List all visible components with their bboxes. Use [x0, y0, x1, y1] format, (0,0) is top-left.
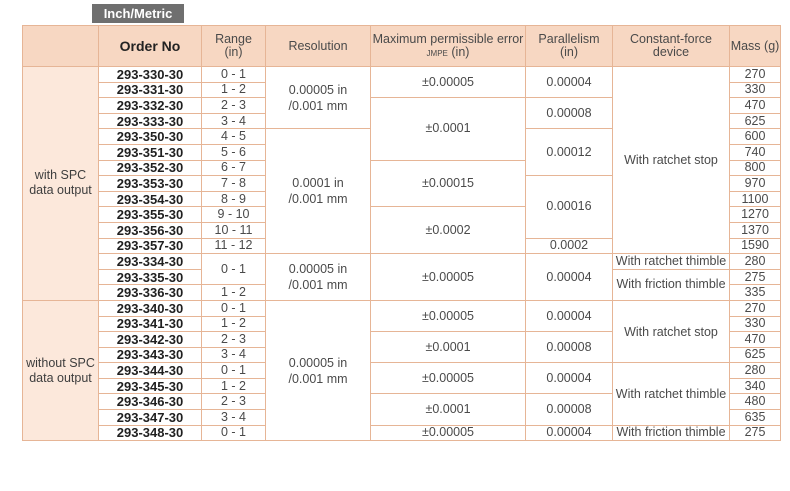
resolution-in: 0.00005 in — [288, 262, 348, 277]
header-parallelism-unit: (in) — [559, 45, 579, 59]
order-no-cell: 293-330-30 — [99, 67, 202, 83]
order-no-cell: 293-344-30 — [99, 363, 202, 379]
mass-cell: 275 — [730, 425, 781, 441]
mass-cell: 270 — [730, 300, 781, 316]
range-cell: 0 - 1 — [202, 300, 266, 316]
mass-cell: 635 — [730, 410, 781, 426]
order-no-cell: 293-336-30 — [99, 285, 202, 301]
max-error-cell: ±0.00015 — [371, 160, 526, 207]
mass-cell: 335 — [730, 285, 781, 301]
mass-cell: 600 — [730, 129, 781, 145]
mass-cell: 1270 — [730, 207, 781, 223]
mass-cell: 275 — [730, 269, 781, 285]
order-no-cell: 293-354-30 — [99, 191, 202, 207]
parallelism-cell: 0.00004 — [526, 363, 613, 394]
order-no-cell: 293-332-30 — [99, 98, 202, 114]
parallelism-cell: 0.0002 — [526, 238, 613, 254]
resolution-mm: /0.001 mm — [288, 371, 348, 386]
parallelism-cell: 0.00016 — [526, 176, 613, 238]
group-with-spc-line2: data output — [29, 183, 92, 198]
range-cell: 3 - 4 — [202, 113, 266, 129]
mass-cell: 625 — [730, 347, 781, 363]
resolution-in: 0.00005 in — [288, 82, 348, 97]
mass-cell: 280 — [730, 254, 781, 270]
header-constant-force-1: Constant-force — [630, 32, 712, 46]
range-cell: 2 - 3 — [202, 332, 266, 348]
table-row — [23, 425, 781, 441]
range-cell: 4 - 5 — [202, 129, 266, 145]
device-cell: With friction thimble — [613, 425, 730, 441]
range-cell: 9 - 10 — [202, 207, 266, 223]
max-error-cell: ±0.0001 — [371, 394, 526, 425]
resolution-cell — [266, 300, 371, 440]
order-no-cell: 293-353-30 — [99, 176, 202, 192]
range-cell: 0 - 1 — [202, 254, 266, 285]
max-error-cell: ±0.0001 — [371, 332, 526, 363]
device-cell: With ratchet thimble — [613, 254, 730, 270]
max-error-cell: ±0.00005 — [371, 300, 526, 331]
units-tab: Inch/Metric — [92, 4, 184, 23]
mass-cell: 480 — [730, 394, 781, 410]
max-error-cell: ±0.00005 — [371, 254, 526, 301]
header-order-no: Order No — [99, 26, 202, 67]
resolution-cell — [266, 67, 371, 129]
order-no-cell: 293-356-30 — [99, 222, 202, 238]
mass-cell: 470 — [730, 332, 781, 348]
range-cell: 5 - 6 — [202, 144, 266, 160]
header-mass: Mass (g) — [730, 26, 781, 67]
range-cell: 10 - 11 — [202, 222, 266, 238]
mass-cell: 1370 — [730, 222, 781, 238]
max-error-cell: ±0.00005 — [371, 67, 526, 98]
mass-cell: 970 — [730, 176, 781, 192]
max-error-cell: ±0.0001 — [371, 98, 526, 160]
parallelism-cell: 0.00012 — [526, 129, 613, 176]
table-row — [23, 300, 781, 316]
device-cell: With ratchet stop — [613, 300, 730, 362]
group-without-spc-line2: data output — [29, 370, 92, 385]
order-no-cell: 293-342-30 — [99, 332, 202, 348]
header-max-error-label: Maximum permissible error — [372, 31, 524, 46]
parallelism-cell: 0.00008 — [526, 394, 613, 425]
order-no-cell: 293-340-30 — [99, 300, 202, 316]
mass-cell: 330 — [730, 316, 781, 332]
range-cell: 1 - 2 — [202, 378, 266, 394]
mass-cell: 470 — [730, 98, 781, 114]
header-max-error-unit: (in) — [451, 44, 470, 59]
max-error-cell: ±0.00005 — [371, 425, 526, 441]
order-no-cell: 293-333-30 — [99, 113, 202, 129]
table-row — [23, 67, 781, 83]
mass-cell: 1100 — [730, 191, 781, 207]
resolution-mm: /0.001 mm — [288, 278, 348, 293]
order-no-cell: 293-351-30 — [99, 144, 202, 160]
device-cell: With ratchet stop — [613, 67, 730, 254]
device-cell: With friction thimble — [613, 269, 730, 300]
resolution-mm: /0.001 mm — [288, 98, 348, 113]
table-row — [23, 254, 781, 270]
header-parallelism — [526, 26, 613, 67]
order-no-cell: 293-331-30 — [99, 82, 202, 98]
order-no-cell: 293-357-30 — [99, 238, 202, 254]
order-no-cell: 293-343-30 — [99, 347, 202, 363]
group-header — [23, 26, 99, 67]
group-without-spc — [23, 300, 99, 440]
range-cell: 0 - 1 — [202, 67, 266, 83]
resolution-mm: /0.001 mm — [288, 192, 348, 207]
resolution-in: 0.00005 in — [288, 355, 348, 370]
header-row — [23, 26, 781, 67]
header-constant-force-2: device — [652, 45, 690, 59]
order-no-cell: 293-348-30 — [99, 425, 202, 441]
mass-cell: 270 — [730, 67, 781, 83]
mass-cell: 740 — [730, 144, 781, 160]
range-cell: 0 - 1 — [202, 363, 266, 379]
parallelism-cell: 0.00008 — [526, 98, 613, 129]
range-cell: 2 - 3 — [202, 394, 266, 410]
order-no-cell: 293-350-30 — [99, 129, 202, 145]
header-range — [202, 26, 266, 67]
mass-cell: 625 — [730, 113, 781, 129]
resolution-cell — [266, 254, 371, 301]
parallelism-cell: 0.00004 — [526, 425, 613, 441]
parallelism-cell: 0.00004 — [526, 300, 613, 331]
range-cell: 0 - 1 — [202, 425, 266, 441]
group-without-spc-line1: without SPC — [26, 355, 95, 370]
group-with-spc-line1: with SPC — [34, 168, 87, 183]
header-jmpe: JMPE — [426, 48, 448, 58]
specs-table — [22, 25, 781, 441]
max-error-cell: ±0.0002 — [371, 207, 526, 254]
header-range-label: Range — [215, 32, 252, 46]
range-cell: 1 - 2 — [202, 285, 266, 301]
order-no-cell: 293-346-30 — [99, 394, 202, 410]
header-max-error — [371, 26, 526, 67]
mass-cell: 330 — [730, 82, 781, 98]
max-error-cell: ±0.00005 — [371, 363, 526, 394]
order-no-cell: 293-335-30 — [99, 269, 202, 285]
order-no-cell: 293-355-30 — [99, 207, 202, 223]
mass-cell: 1590 — [730, 238, 781, 254]
resolution-cell — [266, 129, 371, 254]
mass-cell: 280 — [730, 363, 781, 379]
range-cell: 11 - 12 — [202, 238, 266, 254]
header-parallelism-label: Parallelism — [538, 32, 600, 46]
table-row — [23, 363, 781, 379]
range-cell: 7 - 8 — [202, 176, 266, 192]
range-cell: 2 - 3 — [202, 98, 266, 114]
header-range-unit: (in) — [224, 45, 243, 59]
order-no-cell: 293-347-30 — [99, 410, 202, 426]
range-cell: 6 - 7 — [202, 160, 266, 176]
parallelism-cell: 0.00004 — [526, 67, 613, 98]
header-constant-force — [613, 26, 730, 67]
parallelism-cell: 0.00008 — [526, 332, 613, 363]
order-no-cell: 293-341-30 — [99, 316, 202, 332]
range-cell: 1 - 2 — [202, 316, 266, 332]
range-cell: 3 - 4 — [202, 410, 266, 426]
mass-cell: 340 — [730, 378, 781, 394]
order-no-cell: 293-345-30 — [99, 378, 202, 394]
order-no-cell: 293-352-30 — [99, 160, 202, 176]
header-resolution: Resolution — [266, 26, 371, 67]
order-no-cell: 293-334-30 — [99, 254, 202, 270]
range-cell: 8 - 9 — [202, 191, 266, 207]
range-cell: 1 - 2 — [202, 82, 266, 98]
parallelism-cell: 0.00004 — [526, 254, 613, 301]
mass-cell: 800 — [730, 160, 781, 176]
device-cell: With ratchet thimble — [613, 363, 730, 425]
group-with-spc — [23, 67, 99, 301]
range-cell: 3 - 4 — [202, 347, 266, 363]
resolution-in: 0.0001 in — [292, 176, 344, 191]
